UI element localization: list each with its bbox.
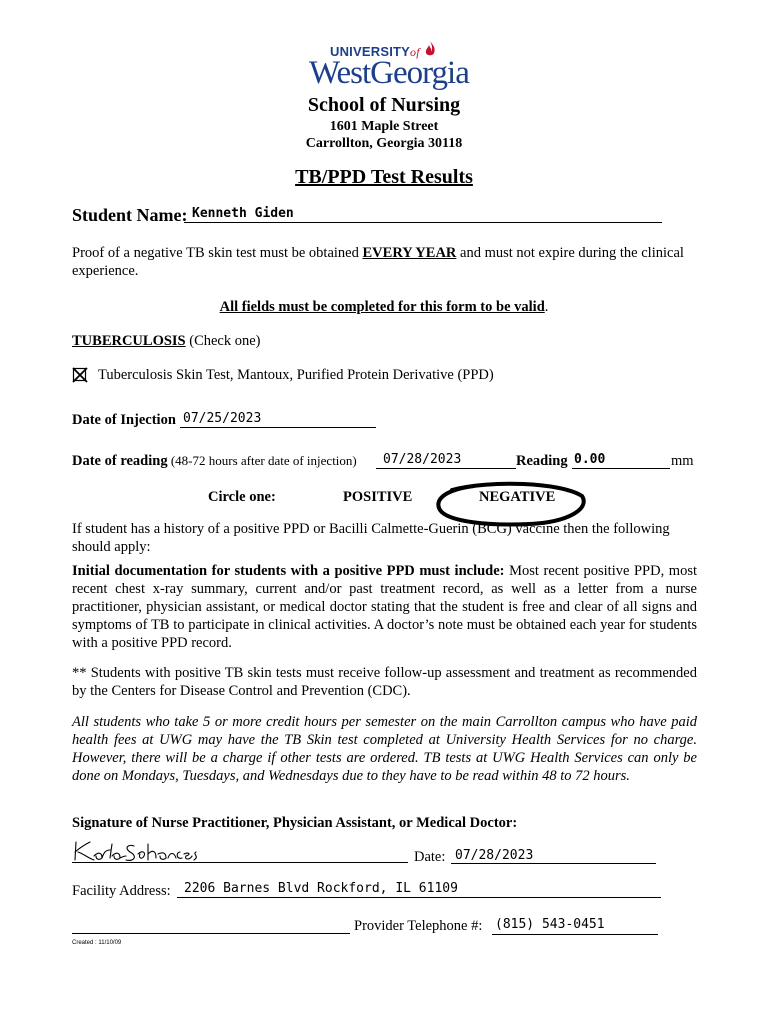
- reading-date-label: Date of reading (48-72 hours after date of injection): [72, 453, 357, 469]
- reading-value[interactable]: 0.00: [574, 452, 606, 467]
- reading-value-line: [572, 468, 670, 469]
- student-name-value[interactable]: Kenneth Giden: [192, 206, 294, 221]
- signature-line: [72, 862, 408, 863]
- all-fields-notice: All fields must be completed for this form to be valid.: [219, 299, 549, 315]
- student-name-label: Student Name:: [72, 205, 188, 225]
- reading-unit: mm: [671, 453, 694, 469]
- logo-university-text: UNIVERSITYof: [330, 44, 420, 59]
- logo-of-text: of: [410, 45, 420, 59]
- tuberculosis-heading: TUBERCULOSIS (Check one): [72, 333, 261, 349]
- provider-telephone-label: Provider Telephone #:: [354, 918, 483, 934]
- signature-date-label: Date:: [414, 849, 446, 865]
- flame-icon: [423, 40, 437, 58]
- phone-signature-line: [72, 933, 350, 934]
- reading-date-line: [376, 468, 516, 469]
- provider-telephone-line: [492, 934, 658, 935]
- logo-westgeorgia-text: WestGeorgia: [309, 55, 469, 91]
- signature-heading: Signature of Nurse Practitioner, Physician Assistant, or Medical Doctor:: [72, 815, 518, 831]
- facility-address-label: Facility Address:: [72, 883, 171, 899]
- negative-selection-circle: [430, 478, 590, 530]
- city-address: Carrollton, Georgia 30118: [305, 136, 463, 151]
- history-paragraph: If student has a history of a positive PPD or Bacilli Calmette-Guerin (BCG) vaccine then the following should apply:: [72, 521, 670, 555]
- reading-date-value[interactable]: 07/28/2023: [383, 452, 462, 467]
- school-name: School of Nursing: [307, 94, 461, 116]
- reading-label: Reading: [516, 453, 568, 469]
- created-date: Created : 11/10/09: [72, 940, 122, 946]
- provider-telephone-value[interactable]: (815) 543-0451: [495, 917, 605, 932]
- proof-paragraph: Proof of a negative TB skin test must be obtained EVERY YEAR and must not expire during the clinical experience.: [72, 245, 684, 279]
- street-address: 1601 Maple Street: [329, 119, 439, 134]
- signature-date-value[interactable]: 07/28/2023: [455, 848, 534, 863]
- every-year-emphasis: EVERY YEAR: [362, 245, 457, 261]
- injection-date-value[interactable]: 07/25/2023: [183, 411, 262, 426]
- injection-date-label: Date of Injection: [72, 412, 176, 428]
- positive-option[interactable]: POSITIVE: [343, 489, 413, 505]
- signature-date-line: [451, 863, 656, 864]
- ppd-checkbox[interactable]: [72, 367, 88, 383]
- circle-one-label: Circle one:: [208, 489, 276, 505]
- initial-documentation-paragraph: Initial documentation for students with a positive PPD must include: Most recent positive PPD, most recent chest x-ray summary, current and/or past treatment record, as well as a letter from a nurse practitioner, physician assistant, or medical doctor stating that the student is free and clear of all signs and symptoms of TB to participate in clinical activities. A doctor’s note must be obtained each year for students with a positive PPD record.: [72, 563, 697, 651]
- ppd-option-label: Tuberculosis Skin Test, Mantoux, Purified Protein Derivative (PPD): [98, 367, 494, 383]
- provider-signature: [72, 838, 222, 868]
- injection-date-line: [180, 427, 376, 428]
- followup-paragraph: ** Students with positive TB skin tests must receive follow-up assessment and treatment as recommended by the Centers for Disease Control and Prevention (CDC).: [72, 665, 697, 699]
- facility-address-line: [177, 897, 661, 898]
- facility-address-value[interactable]: 2206 Barnes Blvd Rockford, IL 61109: [184, 881, 458, 896]
- health-services-note: All students who take 5 or more credit hours per semester on the main Carrollton campus who have paid health fees at UWG may have the TB Skin test completed at University Health Services for no charge. However, there will be a charge if other tests are ordered. TB tests at UWG Health Services can only be done on Mondays, Tuesdays, and Wednesdays due to they have to be read within 48 to 72 hours.: [72, 714, 697, 784]
- student-name-line: [184, 222, 662, 223]
- negative-option[interactable]: NEGATIVE: [479, 489, 556, 505]
- form-title: TB/PPD Test Results: [295, 166, 473, 188]
